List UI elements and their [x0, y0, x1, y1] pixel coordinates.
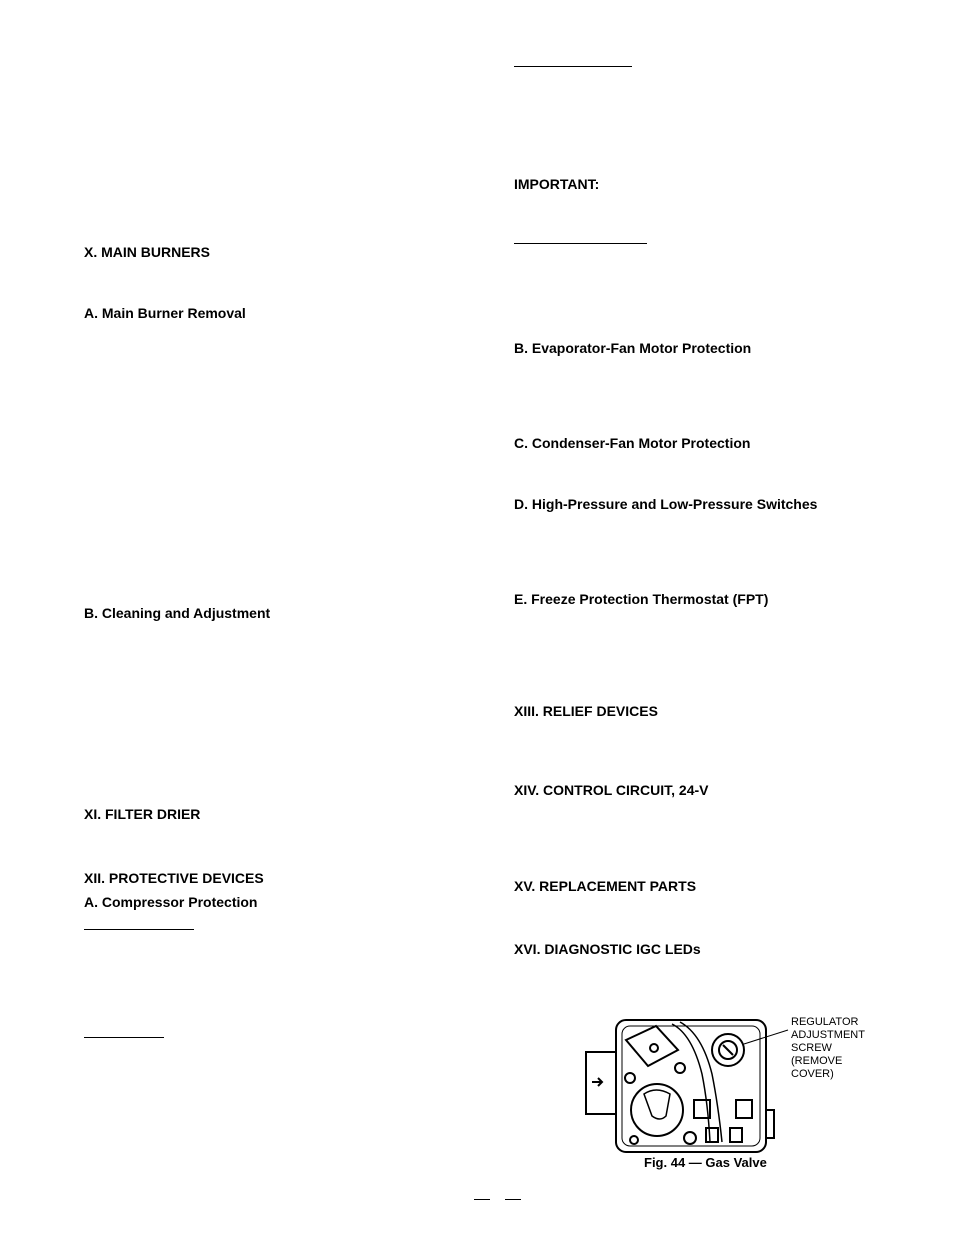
heading-freeze-protection: E. Freeze Protection Thermostat (FPT) — [514, 591, 769, 607]
underline-rule — [514, 243, 647, 244]
heading-pressure-switches: D. High-Pressure and Low-Pressure Switches — [514, 496, 818, 512]
heading-main-burners: X. MAIN BURNERS — [84, 244, 211, 260]
heading-main-burner-removal: A. Main Burner Removal — [84, 305, 246, 321]
label-important: IMPORTANT: — [514, 176, 600, 192]
underline-rule — [514, 66, 632, 67]
outlet-flange — [766, 1110, 774, 1138]
heading-compressor-protection: A. Compressor Protection — [84, 894, 258, 910]
control-knob — [631, 1084, 683, 1136]
figure-caption: Fig. 44 — Gas Valve — [644, 1155, 767, 1170]
heading-cleaning-adjustment: B. Cleaning and Adjustment — [84, 605, 271, 621]
underline-rule — [84, 1037, 164, 1038]
heading-relief-devices: XIII. RELIEF DEVICES — [514, 703, 658, 719]
heading-diagnostic-leds: XVI. DIAGNOSTIC IGC LEDs — [514, 941, 701, 957]
page-number-dash — [505, 1199, 521, 1200]
underline-rule — [84, 929, 194, 930]
regulator-callout: REGULATOR ADJUSTMENT SCREW (REMOVE COVER) — [791, 1016, 865, 1080]
heading-evaporator-fan-protection: B. Evaporator-Fan Motor Protection — [514, 340, 752, 356]
heading-replacement-parts: XV. REPLACEMENT PARTS — [514, 878, 697, 894]
heading-condenser-fan-protection: C. Condenser-Fan Motor Protection — [514, 435, 751, 451]
heading-filter-drier: XI. FILTER DRIER — [84, 806, 201, 822]
heading-control-circuit: XIV. CONTROL CIRCUIT, 24-V — [514, 782, 709, 798]
page-number-dash — [474, 1199, 490, 1200]
heading-protective-devices: XII. PROTECTIVE DEVICES — [84, 870, 264, 886]
